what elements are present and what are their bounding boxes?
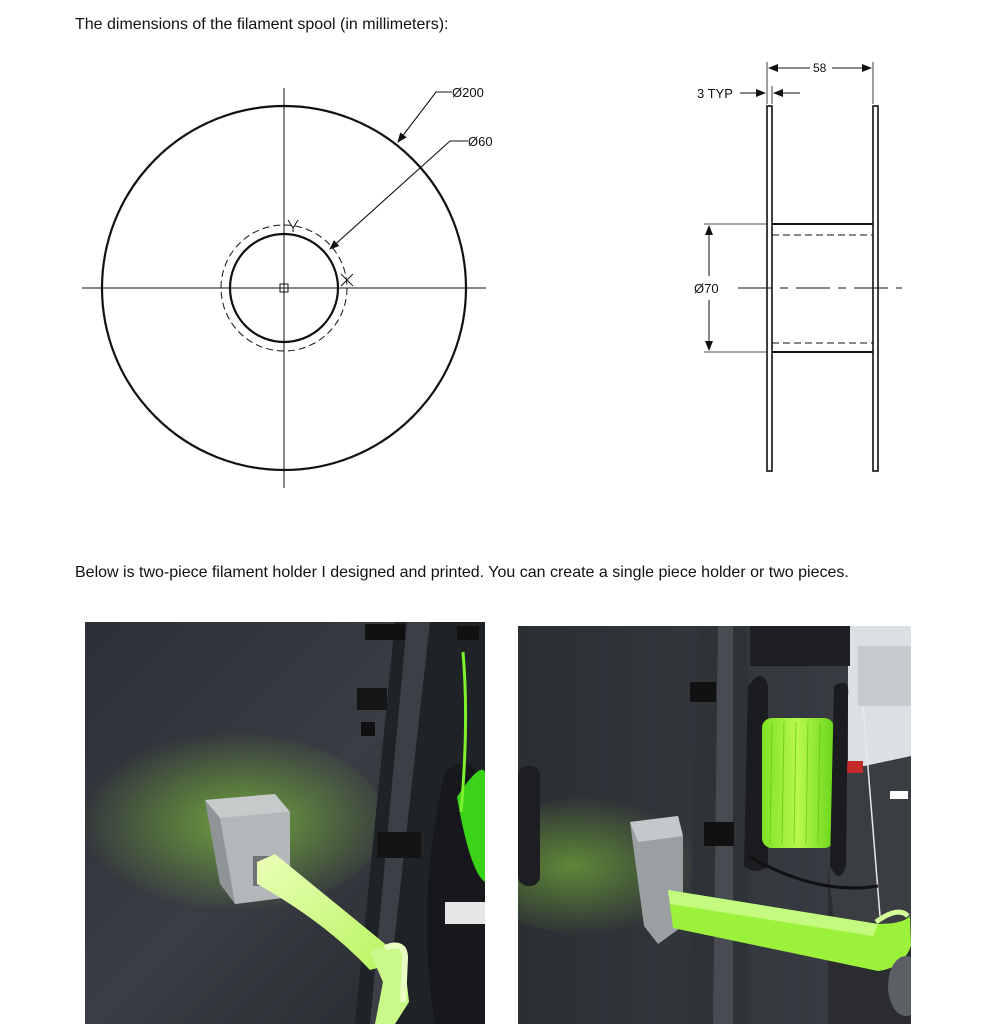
hole-diameter-leader bbox=[330, 141, 468, 249]
width-label: 58 bbox=[813, 61, 827, 75]
hub-diameter-label: Ø70 bbox=[694, 281, 719, 296]
outer-diameter-label: Ø200 bbox=[452, 85, 484, 100]
hole-diameter-label: Ø60 bbox=[468, 134, 493, 149]
spool-technical-drawing bbox=[0, 40, 981, 500]
outer-diameter-leader bbox=[398, 92, 452, 142]
spool-side-view bbox=[694, 61, 902, 471]
intro-text: The dimensions of the filament spool (in millimeters): bbox=[75, 16, 449, 33]
holder-description: Below is two-piece filament holder I designed and printed. You can create a single piece holder or two pieces. bbox=[75, 564, 849, 581]
holder-with-spool-photo bbox=[518, 626, 911, 1024]
holder-closeup-photo bbox=[85, 622, 485, 1024]
spool-front-view bbox=[82, 85, 493, 488]
thickness-label: 3 TYP bbox=[697, 86, 733, 101]
